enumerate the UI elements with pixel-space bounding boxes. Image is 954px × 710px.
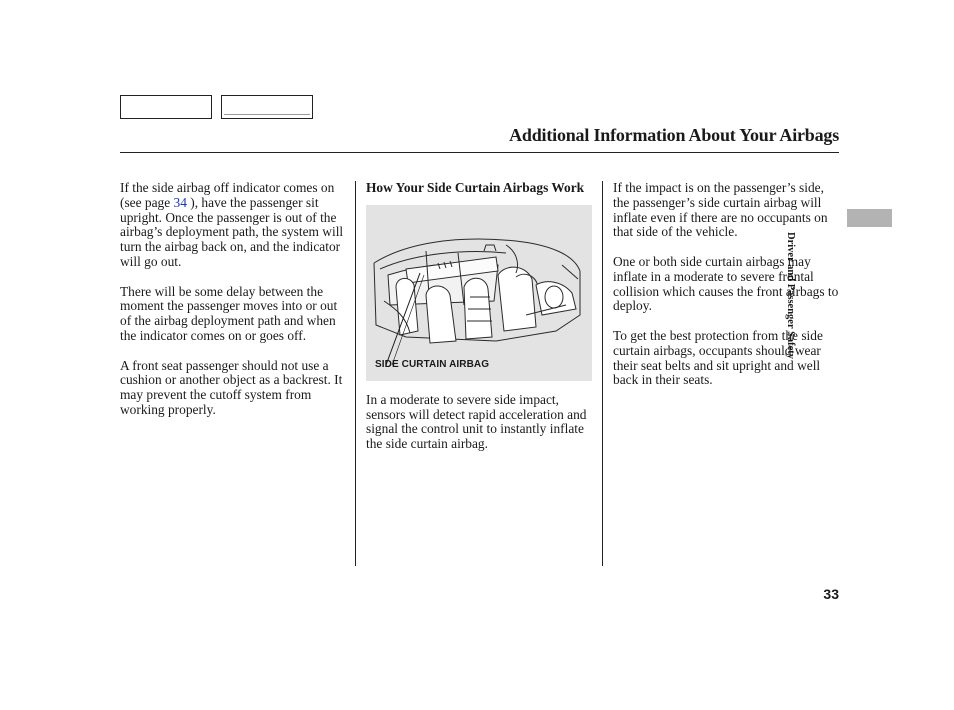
paragraph-best-protection: To get the best protection from the side curtain airbags, occupants should wear their seat belts and sit upright and well back in their seats. (613, 327, 823, 388)
section-heading: How Your Side Curtain Airbags Work (366, 180, 585, 195)
page-title: Additional Information About Your Airbags (509, 125, 839, 145)
paragraph-indicator (120, 181, 348, 270)
paragraph-side-impact: In a moderate to severe side impact, sensors will detect rapid acceleration and signal the control unit to instantly inflate the side curtain airbag. (366, 391, 587, 452)
paragraph-delay: There will be some delay between the moment the passenger moves into or out of the airbag deployment path and when the indicator comes on or goes off. (120, 283, 338, 343)
paragraph-text: If the side airbag off indicator comes on (see page (120, 180, 335, 210)
paragraph-cushion: A front seat passenger should not use a cushion or another object as a backrest. It may prevent the cutoff system from working properly. (120, 357, 343, 417)
paragraph-passenger-side: If the impact is on the passenger’s side, the passenger’s side curtain airbag will inflate even if there are no occupants on that side of the vehicle. (613, 180, 828, 240)
airbag-illustration (366, 205, 592, 381)
nav-button-previous[interactable] (120, 95, 212, 119)
section-tab[interactable] (847, 209, 892, 227)
paragraph-text: ), have the passenger sit upright. Once the passenger is out of the airbag’s deployment path, the system will turn the airbag back on, and the indicator will go out. (120, 194, 344, 269)
column-divider (355, 181, 356, 566)
column-divider (602, 181, 603, 566)
car-interior-drawing (366, 205, 592, 381)
paragraph-frontal-collision: One or both side curtain airbags may inflate in a moderate to severe frontal collision which causes the front airbags to deploy. (613, 253, 839, 314)
text-column-middle (366, 181, 596, 467)
section-label-text: Driver and Passenger Safety (784, 232, 796, 360)
figure-caption: SIDE CURTAIN AIRBAG (375, 359, 490, 370)
page-reference-link[interactable]: 34 (173, 194, 187, 210)
text-column-left (120, 181, 348, 433)
section-label-vertical (784, 232, 867, 392)
nav-button-next[interactable] (221, 95, 313, 119)
page-number: 33 (823, 586, 839, 602)
title-divider (120, 152, 839, 153)
text-column-right (613, 181, 843, 403)
